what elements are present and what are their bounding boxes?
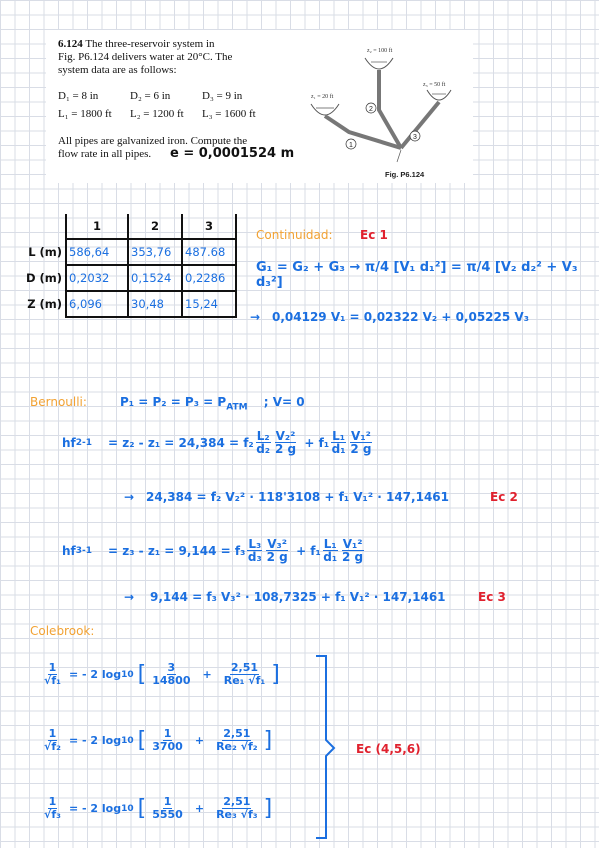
reservoir-figure — [301, 40, 471, 182]
problem-line-2: Fig. P6.124 delivers water at 20°C. The — [58, 51, 233, 63]
table-cell: 0,2286 — [182, 265, 236, 291]
table-cell: 586,64 — [66, 239, 128, 265]
d2-value: D₂ = 6 in — [130, 90, 171, 102]
table-cell: 15,24 — [182, 291, 236, 317]
table-cell: 6,096 — [66, 291, 128, 317]
bernoulli-condition: $P_1 = P_2 = P_3 = P_{ATM}$ ; V= 0 — [120, 395, 305, 413]
frac-v1-2g: $\frac{\text{V₁²}}{2 g}$ — [350, 429, 372, 456]
table-cell: 353,76 — [128, 239, 182, 265]
roughness-value: e = 0,0001524 m — [170, 146, 295, 161]
problem-card — [46, 30, 473, 183]
eq3-expression: 9,144 = f₃ V₃² · 108,7325 + f₁ V₁² · 147,1461 — [150, 590, 446, 604]
table-row — [24, 291, 236, 317]
table-cell: 0,1524 — [128, 265, 182, 291]
reservoir-1 — [311, 104, 339, 115]
frac-v3-2g: $\frac{\text{V₃²}}{2 g}$ — [266, 537, 288, 564]
d3-value: D₃ = 9 in — [202, 90, 243, 102]
pipe-2-number: 2 — [369, 106, 373, 113]
eq3-arrow: → — [124, 590, 135, 604]
frac-v1-2g-b: $\frac{\text{V₁²}}{2 g}$ — [342, 537, 364, 564]
l1-value: L₁ = 1800 ft — [58, 108, 112, 120]
row-label: D (m) — [26, 271, 63, 285]
pipe-3 — [401, 102, 439, 148]
colebrook-title: Colebrook: — [30, 624, 95, 638]
l2-value: L₂ = 1200 ft — [130, 108, 184, 120]
colebrook-brace — [312, 652, 352, 842]
problem-line-3: system data are as follows: — [58, 64, 177, 76]
pipe-2 — [379, 70, 401, 148]
table-cell: 30,48 — [128, 291, 182, 317]
colebrook-tag: Ec (4,5,6) — [356, 742, 421, 756]
junction-tick — [397, 150, 401, 162]
colebrook-line-1: $\frac{1}{\text{√f₁}}$ = - 2 log 10 [ $\frac{3}{14800}$ + $\frac{2,51}{\text{Re₁ √f₁}}$ ] — [44, 661, 280, 687]
table-row — [24, 265, 236, 291]
d1-value: D₁ = 8 in — [58, 90, 99, 102]
colebrook-line-3: $\frac{1}{\text{√f₃}}$ = - 2 log 10 [ $\frac{1}{5550}$ + $\frac{2,51}{\text{Re₃ √f₃}}$ ] — [44, 795, 273, 821]
eq2-arrow: → — [124, 490, 135, 504]
question-line-2: flow rate in all pipes. — [58, 148, 152, 160]
table-header-1: 1 — [66, 214, 128, 239]
bernoulli-title: Bernoulli: — [30, 395, 87, 409]
table-corner — [24, 214, 66, 239]
hf31-equation: hf 3-1 = z₃ - z₁ = 9,144 = f₃ $\frac{\text{L₃}}{\text{d₃}}$ $\frac{\text{V₃²}}{2 g}$ + f₁ $\frac{\text{L₁}}{\text{d₁}}$ $\frac{\text{V₁²}}{2 g}$ — [62, 537, 364, 564]
frac-l1-d1: $\frac{\text{L₁}}{\text{d₁}}$ — [331, 429, 346, 456]
fig-caption: Fig. P6.124 — [385, 170, 425, 179]
fig-z2-label: z₂ = 100 ft — [367, 48, 393, 54]
table-cell: 487.68 — [182, 239, 236, 265]
table-header-2: 2 — [128, 214, 182, 239]
reservoir-3 — [427, 90, 451, 100]
frac-l3-d3: $\frac{\text{L₃}}{\text{d₃}}$ — [247, 537, 262, 564]
table-cell: 0,2032 — [66, 265, 128, 291]
pipe-1-number: 1 — [349, 142, 353, 149]
eq2-expression: 24,384 = f₂ V₂² · 118'3108 + f₁ V₁² · 147,1461 — [146, 490, 449, 504]
question-line-1: All pipes are galvanized iron. Compute the — [58, 135, 248, 147]
hf21-equation: hf 2-1 = z₂ - z₁ = 24,384 = f₂ $\frac{\text{L₂}}{\text{d₂}}$ $\frac{\text{V₂²}}{2 g}$ + f₁ $\frac{\text{L₁}}{\text{d₁}}$ $\frac{\text{V₁²}}{2 g}$ — [62, 429, 372, 456]
eq3-tag: Ec 3 — [478, 590, 506, 604]
pipe-3-number: 3 — [413, 134, 417, 141]
problem-line-1: 6.124 The three-reservoir system in — [58, 38, 215, 50]
l3-value: L₃ = 1600 ft — [202, 108, 256, 120]
continuity-equation: G₁ = G₂ + G₃ → π/4 [V₁ d₁²] = π/4 [V₂ d₂² + V₃ d₃²] — [256, 260, 578, 290]
continuity-tag: Ec 1 — [360, 228, 388, 242]
continuity-title: Continuidad: — [256, 228, 333, 242]
table-row — [24, 239, 236, 265]
fig-z3-label: z₃ = 50 ft — [423, 82, 446, 88]
eq2-tag: Ec 2 — [490, 490, 518, 504]
frac-l1-d1-b: $\frac{\text{L₁}}{\text{d₁}}$ — [323, 537, 338, 564]
frac-v2-2g: $\frac{\text{V₂²}}{2 g}$ — [274, 429, 297, 456]
table-header-row — [24, 214, 236, 239]
table-header-3: 3 — [182, 214, 236, 239]
fig-z1-label: z₁ = 20 ft — [311, 94, 334, 100]
colebrook-line-2: $\frac{1}{\text{√f₂}}$ = - 2 log 10 [ $\frac{1}{3700}$ + $\frac{2,51}{\text{Re₂ √f₂}}$ ] — [44, 727, 273, 753]
continuity-result: 0,04129 V₁ = 0,02322 V₂ + 0,05225 V₃ — [272, 310, 529, 324]
row-label: Z (m) — [27, 297, 63, 311]
continuity-arrow: → — [250, 310, 261, 324]
row-label: L (m) — [28, 245, 63, 259]
reservoir-2 — [365, 58, 393, 69]
data-table — [24, 214, 237, 318]
frac-l2-d2: $\frac{\text{L₂}}{\text{d₂}}$ — [256, 429, 271, 456]
